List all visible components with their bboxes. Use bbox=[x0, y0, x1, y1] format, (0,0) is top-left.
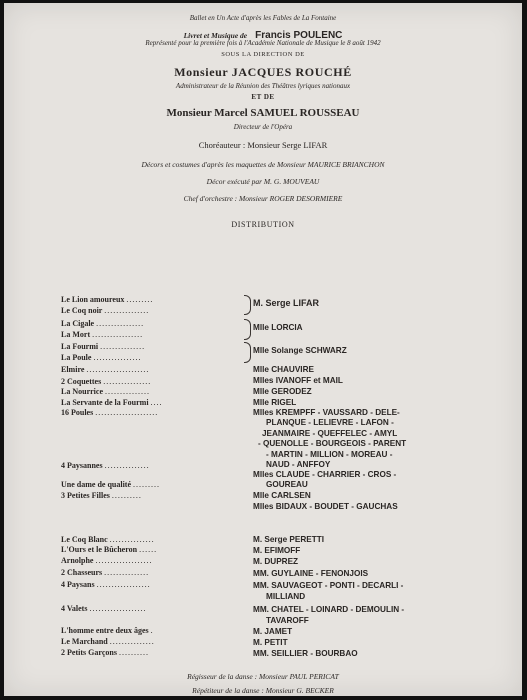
actor-name: Mlle RIGEL bbox=[253, 398, 297, 407]
role-row: La Nourrice ............... bbox=[61, 387, 150, 396]
role-row: Le Lion amoureux ......... bbox=[61, 295, 154, 304]
role-row: Le Coq Blanc ............... bbox=[61, 535, 155, 544]
distribution-heading: DISTRIBUTION bbox=[231, 220, 295, 229]
actor-name: Mlles CLAUDE - CHARRIER - CROS - bbox=[253, 470, 397, 479]
actor-name: NAUD - ANFFOY bbox=[266, 460, 331, 469]
role-row: La Cigale ................ bbox=[61, 319, 145, 328]
et-de-label: ET DE bbox=[251, 93, 275, 101]
actor-name: MM. SEILLIER - BOURBAO bbox=[253, 649, 358, 658]
role-row: 3 Petites Filles .......... bbox=[61, 491, 142, 500]
decors-line: Décors et costumes d'après les maquettes de Monsieur MAURICE BRIANCHON bbox=[141, 160, 385, 169]
actor-name: M. Serge PERETTI bbox=[253, 535, 324, 544]
actor-name: Mlle Solange SCHWARZ bbox=[253, 346, 347, 355]
actor-name: M. Serge LIFAR bbox=[253, 298, 320, 308]
grouping-brace bbox=[244, 319, 251, 340]
role-row: 4 Paysans .................. bbox=[61, 580, 151, 589]
direction-label: SOUS LA DIRECTION DE bbox=[221, 51, 305, 58]
actor-name: PLANQUE - LELIEVRE - LAFON - bbox=[266, 418, 394, 427]
actor-name: Mlles KREMPFF - VAUSSARD - DELE- bbox=[253, 408, 400, 417]
actor-name: Mlle GERODEZ bbox=[253, 387, 312, 396]
conductor-line: Chef d'orchestre : Monsieur ROGER DESORMIERE bbox=[183, 194, 343, 203]
role-row: 2 Chasseurs ............... bbox=[61, 568, 150, 577]
grouping-brace bbox=[244, 342, 251, 363]
actor-name: M. JAMET bbox=[253, 627, 293, 636]
director-title: Administrateur de la Réunion des Théâtres lyriques nationaux bbox=[175, 82, 351, 90]
actor-name: TAVAROFF bbox=[266, 616, 309, 625]
actor-name: MM. SAUVAGEOT - PONTI - DECARLI - bbox=[253, 581, 404, 590]
premiere-line: Représenté pour la première fois à l'Académie Nationale de Musique le 8 août 1942 bbox=[145, 39, 381, 47]
regisseur-line: Régisseur de la danse : Monsieur PAUL PERICAT bbox=[187, 672, 339, 681]
actor-name: JEANMAIRE - QUEFFELEC - AMYL bbox=[262, 429, 398, 438]
grouping-brace bbox=[244, 295, 251, 315]
program-page bbox=[4, 3, 522, 696]
role-row: 16 Poules ..................... bbox=[61, 408, 159, 417]
role-row: Le Coq noir ............... bbox=[61, 306, 150, 315]
role-row: La Mort ................. bbox=[61, 330, 144, 339]
role-row: La Poule ................ bbox=[61, 353, 142, 362]
decor-exec-line: Décor exécuté par M. G. MOUVEAU bbox=[206, 177, 320, 186]
director2-name: Monsieur Marcel SAMUEL ROUSSEAU bbox=[166, 107, 360, 119]
role-row: Arnolphe ................... bbox=[61, 556, 153, 565]
role-row: Elmire ..................... bbox=[61, 365, 150, 374]
role-row: 2 Petits Garçons .......... bbox=[61, 648, 149, 657]
role-row: 4 Paysannes ............... bbox=[61, 461, 150, 470]
actor-name: M. DUPREZ bbox=[253, 557, 299, 566]
actor-name: - QUENOLLE - BOURGEOIS - PARENT bbox=[258, 439, 407, 448]
role-row: L'homme entre deux âges . bbox=[61, 626, 154, 635]
actor-name: Mlles BIDAUX - BOUDET - GAUCHAS bbox=[253, 502, 398, 511]
actor-name: MM. GUYLAINE - FENONJOIS bbox=[253, 569, 369, 578]
actor-name: Mlle CHAUVIRE bbox=[253, 365, 314, 374]
composer-prefix: Livret et Musique de bbox=[183, 31, 248, 40]
actor-name: Mlle CARLSEN bbox=[253, 491, 311, 500]
actor-name: GOUREAU bbox=[266, 480, 308, 489]
actor-name: Mlle LORCIA bbox=[253, 323, 303, 332]
composer-name: Francis POULENC bbox=[255, 30, 343, 41]
director2-title: Directeur de l'Opéra bbox=[233, 123, 293, 131]
actor-name: Mlles IVANOFF et MAIL bbox=[253, 376, 343, 385]
actor-name: - MARTIN - MILLION - MOREAU - bbox=[266, 450, 393, 459]
director-name: Monsieur JACQUES ROUCHÉ bbox=[174, 65, 352, 79]
ballet-subtitle: Ballet en Un Acte d'après les Fables de La Fontaine bbox=[189, 14, 337, 22]
role-row: Une dame de qualité ......... bbox=[61, 480, 160, 489]
role-row: 2 Coquettes ................ bbox=[61, 377, 152, 386]
repetiteur-line: Répétiteur de la danse : Monsieur G. BECKER bbox=[192, 686, 334, 695]
role-row: La Fourmi ............... bbox=[61, 342, 146, 351]
choreographer-line: Choréauteur : Monsieur Serge LIFAR bbox=[198, 140, 328, 150]
role-row: 4 Valets ................... bbox=[61, 604, 147, 613]
actor-name: MILLIAND bbox=[266, 592, 306, 601]
role-row: La Servante de la Fourmi .... bbox=[61, 398, 163, 407]
role-row: L'Ours et le Bûcheron ...... bbox=[61, 545, 158, 554]
role-row: Le Marchand ............... bbox=[61, 637, 155, 646]
actor-name: M. EFIMOFF bbox=[253, 546, 301, 555]
actor-name: M. PETIT bbox=[253, 638, 288, 647]
actor-name: MM. CHATEL - LOINARD - DEMOULIN - bbox=[253, 605, 405, 614]
